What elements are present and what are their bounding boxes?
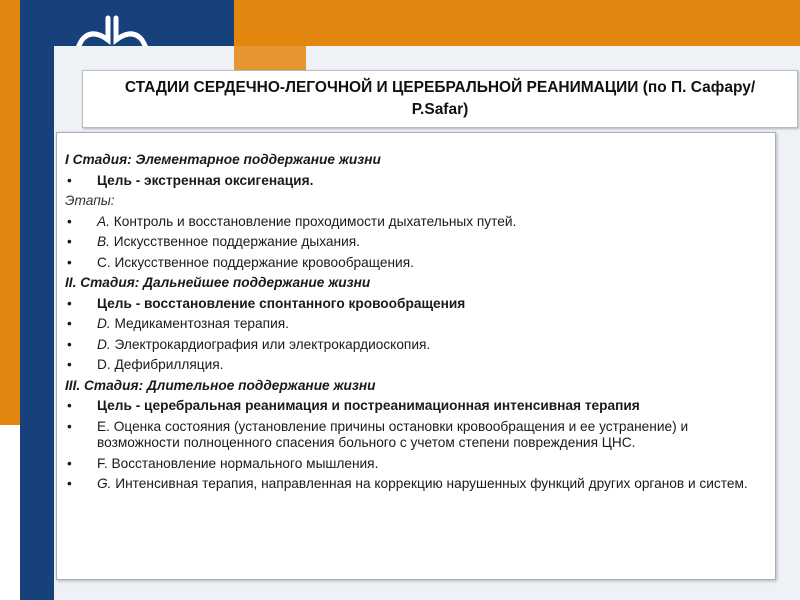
stage2-goal-text: Цель - восстановление спонтанного кровообращения [97,295,466,311]
item-letter: D. [97,336,111,352]
stage3-goal-text: Цель - церебральная реанимация и постреанимационная интенсивная терапия [97,398,640,413]
stage1-heading: I Стадия: Элементарное поддержание жизни [65,152,381,167]
item-text: Интенсивная терапия, направленная на коррекцию нарушенных функций других органов и систем. [111,476,748,491]
bullet-dot: • [67,476,72,491]
list-item-text [97,314,765,335]
title-box [82,70,798,128]
side-letters: С [3,492,19,508]
bullet-dot: • [67,295,72,311]
list-item-text [97,212,765,233]
list-item-text [97,253,765,274]
stage1-goal [65,171,765,192]
bullet-dot: • [67,357,72,372]
list-item [65,212,765,233]
list-item-text [97,335,765,356]
list-item-text [97,232,765,253]
bullet-dot: • [67,418,72,434]
item-text: Электрокардиография или электрокардиоскопия. [110,336,431,352]
steps-label: Этапы: [65,193,115,208]
list-item-text [97,417,765,454]
page-title: СТАДИИ СЕРДЕЧНО-ЛЕГОЧНОЙ И ЦЕРЕБРАЛЬНОЙ РЕАНИМАЦИИ (по П. Сафару/ P.Safar) [124,79,756,118]
list-item-text [97,454,765,475]
item-text: С. Искусственное поддержание кровообращения. [97,254,414,270]
item-letter: G. [97,476,112,491]
list-item [65,355,765,376]
item-letter: В. [97,234,110,249]
brand-strip [234,46,306,70]
item-text: Медикаментозная терапия. [110,316,289,331]
list-item-text [97,474,765,495]
list-item [65,474,765,495]
list-item [65,417,765,454]
stage3-goal [65,396,765,417]
stage2-goal [65,294,765,315]
item-text: Контроль и восстановление проходимости дыхательных путей. [109,213,517,229]
left-orange-band [0,0,20,425]
list-item [65,454,765,475]
stage2-heading: II. Стадия: Дальнейшее поддержание жизни [65,275,371,290]
list-item [65,232,765,253]
bullet-dot: • [67,336,72,352]
item-letter: D. [97,316,111,331]
bullet-dot: • [67,213,72,229]
bullet-dot: • [67,398,72,413]
item-text: Искусственное поддержание дыхания. [109,234,360,249]
item-text: D. Дефибрилляция. [97,357,224,372]
item-letter: А. [97,213,110,229]
top-orange-band [234,0,800,46]
list-item [65,253,765,274]
item-text: Е. Оценка состояния (установление причины остановки кровообращения и ее устранение) и возможности полноценного спасения больного с учетом степени повреждения ЦНС. [97,418,689,450]
bullet-dot: • [67,455,72,471]
bullet-dot: • [67,254,72,270]
stage3-heading: III. Стадия: Длительное поддержание жизни [65,377,376,393]
content-box [56,132,776,580]
bullet-dot: • [67,234,72,249]
list-item-text [97,355,765,376]
list-item [65,314,765,335]
stage1-goal-text: Цель - экстренная оксигенация. [97,172,314,188]
bullet-dot: • [67,172,72,188]
list-item [65,335,765,356]
item-text: F. Восстановление нормального мышления. [97,455,379,471]
bullet-dot: • [67,316,72,331]
